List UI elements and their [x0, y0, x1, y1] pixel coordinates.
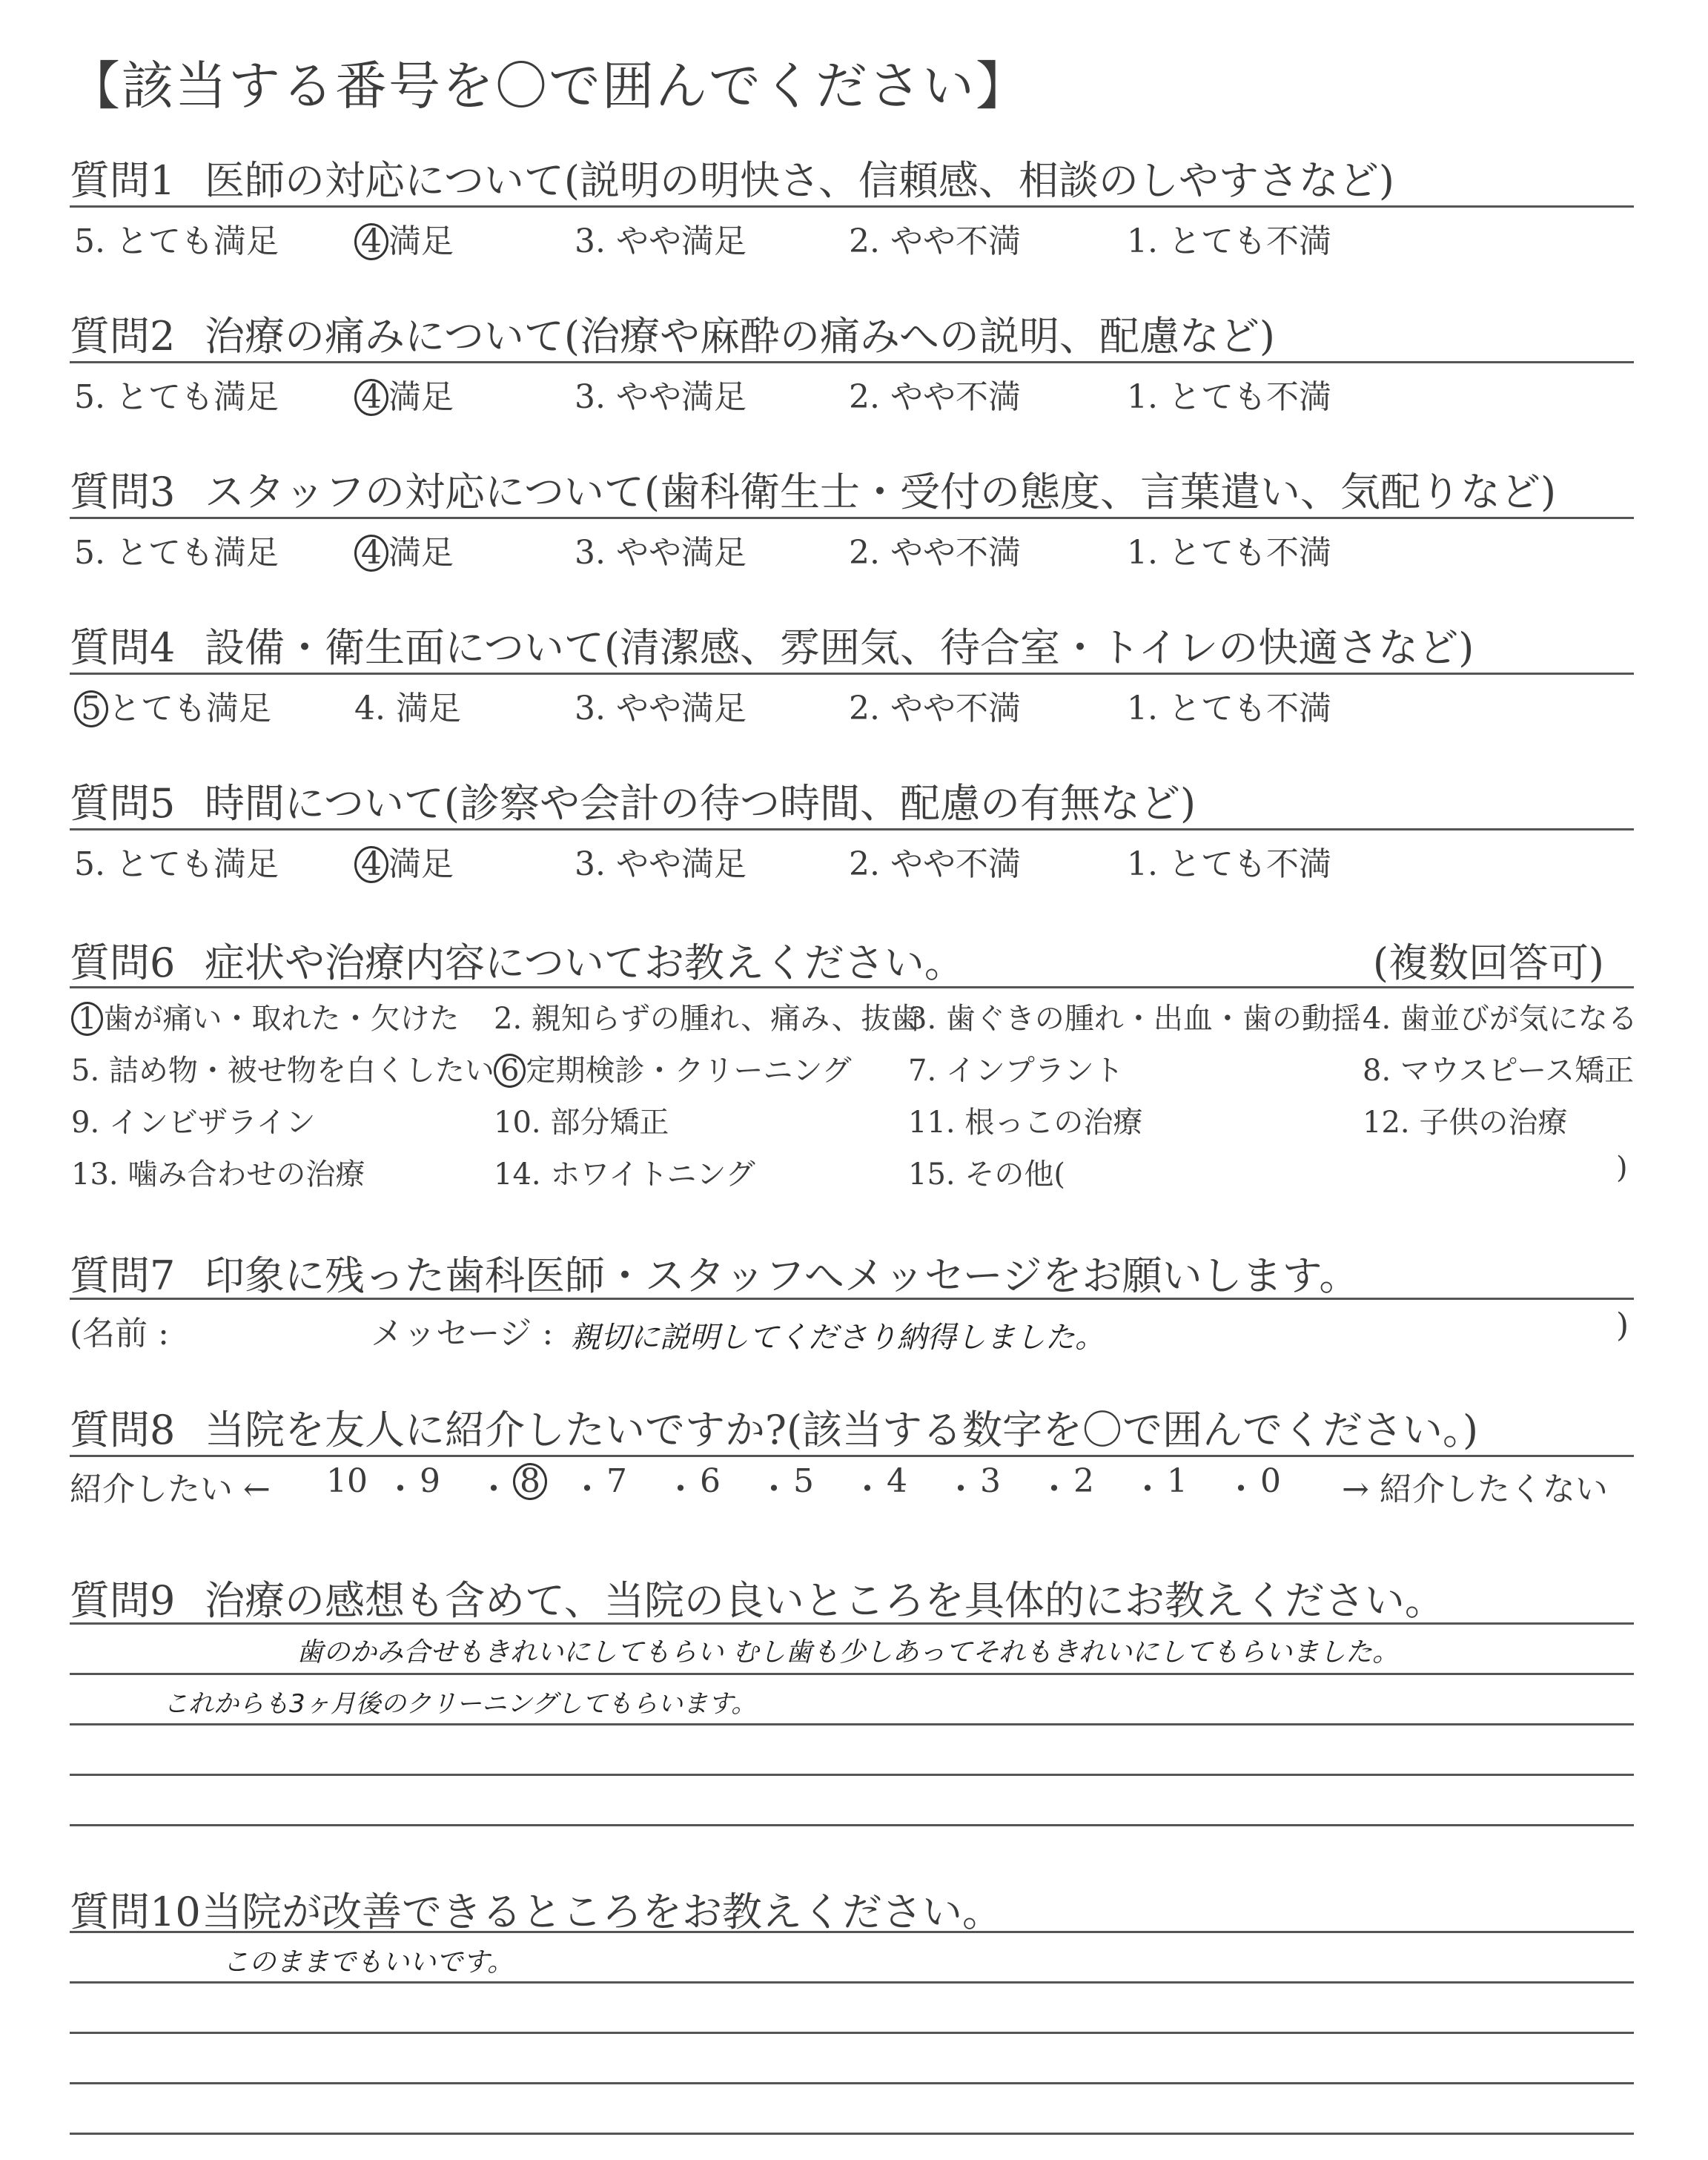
q2-option-4[interactable]: 4 満足	[354, 370, 454, 417]
q6-option-4[interactable]: 4. 歯並びが気になる	[1363, 1002, 1638, 1036]
selection-circle: 4	[354, 379, 388, 416]
q8-scale-separator: ・	[477, 1470, 510, 1508]
q8-scale-6[interactable]: 6	[700, 1462, 721, 1500]
q1-header	[70, 145, 1634, 207]
selection-circle: 6	[494, 1054, 526, 1088]
q10-header	[70, 1876, 1634, 1938]
q3-text: スタッフの対応について(歯科衛生士・受付の態度、言葉遣い、気配りなど)	[205, 469, 1557, 515]
q2-rule	[70, 361, 1634, 363]
q6-option-16[interactable]: )	[1616, 1151, 1628, 1185]
q8-scale-5[interactable]: 5	[793, 1462, 814, 1500]
q8-header	[70, 1394, 1634, 1456]
q6-option-5[interactable]: 5. 詰め物・被せ物を白くしたい	[71, 1054, 494, 1088]
q4-option-5[interactable]: 5 とても満足	[74, 681, 271, 729]
q7-label: 質問7	[70, 1252, 176, 1299]
q8-scale-separator: ・	[758, 1470, 790, 1508]
q8-scale-8[interactable]	[513, 1462, 547, 1500]
q7-message-label: メッセージ :	[371, 1315, 554, 1353]
q7-message: 親切に説明してくださり納得しました。	[571, 1321, 1105, 1355]
q9-header	[70, 1565, 1634, 1627]
q6-text: 症状や治療内容についてお教えください。	[205, 939, 964, 986]
q1-option-3[interactable]: 3. やや満足	[575, 222, 747, 260]
q4-rule	[70, 673, 1634, 675]
q6-option-1[interactable]: 1 歯が痛い・取れた・欠けた	[71, 995, 459, 1037]
q6-option-8[interactable]: 8. マウスピース矯正	[1363, 1054, 1635, 1088]
selection-circle: 4	[354, 846, 388, 883]
q8-scale-separator: ・	[1225, 1470, 1257, 1508]
q1-label: 質問1	[70, 157, 176, 204]
q5-text: 時間について(診察や会計の待つ時間、配慮の有無など)	[205, 780, 1196, 827]
q6-label: 質問6	[70, 939, 176, 986]
q2-option-5[interactable]: 5. とても満足	[74, 378, 279, 416]
q6-option-7[interactable]: 7. インプラント	[908, 1054, 1124, 1088]
q6-option-15[interactable]: 15. その他(	[908, 1157, 1065, 1192]
q8-scale-4[interactable]: 4	[887, 1462, 907, 1500]
q9-rule-2	[70, 1723, 1634, 1725]
q5-option-4[interactable]: 4 満足	[354, 837, 454, 885]
q1-option-1[interactable]: 1. とても不満	[1127, 222, 1331, 260]
selection-circle: 4	[354, 535, 388, 572]
q10-rule-0	[70, 1931, 1634, 1933]
q3-option-2[interactable]: 2. やや不満	[849, 534, 1021, 572]
q10-rule-3	[70, 2082, 1634, 2084]
q8-rule	[70, 1455, 1634, 1457]
q7-name-label: (名前 :	[70, 1315, 169, 1353]
q6-option-11[interactable]: 11. 根っこの治療	[908, 1106, 1143, 1140]
q8-scale-3[interactable]: 3	[980, 1462, 1001, 1500]
q1-option-4[interactable]: 4 満足	[354, 214, 454, 262]
q8-scale-0[interactable]: 0	[1260, 1462, 1281, 1500]
q3-option-4[interactable]: 4 満足	[354, 526, 454, 573]
q10-rule-1	[70, 1981, 1634, 1984]
q7-close-paren: )	[1616, 1307, 1629, 1344]
selection-circle: 1	[71, 1002, 103, 1036]
q2-text: 治療の痛みについて(治療や麻酔の痛みへの説明、配慮など)	[205, 313, 1275, 360]
q4-header	[70, 612, 1634, 674]
q4-text: 設備・衛生面について(清潔感、雰囲気、待合室・トイレの快適さなど)	[205, 624, 1474, 671]
q8-scale-1[interactable]: 1	[1167, 1462, 1188, 1500]
q8-scale-9[interactable]: 9	[420, 1462, 440, 1500]
q7-text: 印象に残った歯科医師・スタッフへメッセージをお願いします。	[205, 1252, 1360, 1299]
q3-option-5[interactable]: 5. とても満足	[74, 534, 279, 572]
q6-rule	[70, 986, 1634, 988]
q2-option-3[interactable]: 3. やや満足	[575, 378, 747, 416]
selection-circle: 5	[74, 690, 108, 727]
q5-rule	[70, 828, 1634, 830]
q8-scale-separator: ・	[944, 1470, 977, 1508]
q9-rule-3	[70, 1774, 1634, 1776]
q9-rule-4	[70, 1824, 1634, 1826]
q2-header	[70, 300, 1634, 363]
q3-option-3[interactable]: 3. やや満足	[575, 534, 747, 572]
q4-option-1[interactable]: 1. とても不満	[1127, 690, 1331, 727]
q7-rule	[70, 1298, 1634, 1300]
q10-answer-line-1: このままでもいいです。	[222, 1947, 514, 1978]
q5-option-1[interactable]: 1. とても不満	[1127, 845, 1331, 883]
q1-option-2[interactable]: 2. やや不満	[849, 222, 1021, 260]
q8-scale-separator: ・	[384, 1470, 417, 1508]
q6-option-12[interactable]: 12. 子供の治療	[1363, 1106, 1568, 1140]
q1-option-5[interactable]: 5. とても満足	[74, 222, 279, 260]
q6-option-6[interactable]: 6 定期検診・クリーニング	[494, 1047, 852, 1089]
q5-label: 質問5	[70, 780, 176, 827]
q8-right-label: → 紹介したくない	[1342, 1470, 1608, 1508]
q4-label: 質問4	[70, 624, 176, 671]
selection-circle: 4	[354, 223, 388, 260]
q9-rule-1	[70, 1673, 1634, 1675]
q6-option-9[interactable]: 9. インビザライン	[71, 1106, 316, 1140]
q3-label: 質問3	[70, 469, 176, 515]
q8-scale-10[interactable]: 10	[326, 1462, 368, 1500]
q6-option-14[interactable]: 14. ホワイトニング	[494, 1157, 755, 1192]
q6-option-13[interactable]: 13. 噛み合わせの治療	[71, 1157, 365, 1192]
q8-scale-separator: ・	[664, 1470, 697, 1508]
q2-label: 質問2	[70, 313, 176, 360]
q1-rule	[70, 205, 1634, 208]
q8-text: 当院を友人に紹介したいですか?(該当する数字を〇で囲んでください。)	[205, 1407, 1479, 1453]
q4-option-4[interactable]: 4. 満足	[354, 690, 461, 727]
q6-option-10[interactable]: 10. 部分矯正	[494, 1106, 669, 1140]
q10-text: 当院が改善できるところをお教えください。	[202, 1889, 1002, 1935]
q4-option-2[interactable]: 2. やや不満	[849, 690, 1021, 727]
q8-scale-separator: ・	[1131, 1470, 1164, 1508]
q9-label: 質問9	[70, 1577, 176, 1624]
q3-rule	[70, 517, 1634, 519]
q8-left-label: 紹介したい ←	[70, 1470, 271, 1508]
q9-text: 治療の感想も含めて、当院の良いところを具体的にお教えください。	[205, 1577, 1445, 1624]
selection-circle: 8	[513, 1463, 547, 1500]
q2-option-1[interactable]: 1. とても不満	[1127, 378, 1331, 416]
q6-header	[70, 927, 1634, 989]
q7-header	[70, 1240, 1634, 1302]
q8-scale-separator: ・	[851, 1470, 884, 1508]
q9-rule-0	[70, 1622, 1634, 1625]
q10-label: 質問10	[70, 1889, 201, 1935]
q3-header	[70, 456, 1634, 518]
q1-text: 医師の対応について(説明の明快さ、信頼感、相談のしやすさなど)	[205, 157, 1394, 204]
q9-answer-line-1: 歯のかみ合せもきれいにしてもらい むし歯も少しあってそれもきれいにしてもらいました。	[297, 1637, 1400, 1668]
q3-option-1[interactable]: 1. とても不満	[1127, 534, 1331, 572]
q4-option-3[interactable]: 3. やや満足	[575, 690, 747, 727]
q8-scale-separator: ・	[1038, 1470, 1070, 1508]
q6-note: (複数回答可)	[1372, 939, 1604, 986]
q6-option-2[interactable]: 2. 親知らずの腫れ、痛み、抜歯	[494, 1002, 921, 1036]
q9-answer-line-2: これからも3ヶ月後のクリーニングしてもらいます。	[163, 1689, 757, 1719]
q10-rule-4	[70, 2133, 1634, 2135]
q8-label: 質問8	[70, 1407, 176, 1453]
q8-scale-7[interactable]: 7	[606, 1462, 627, 1500]
q5-option-2[interactable]: 2. やや不満	[849, 845, 1021, 883]
q8-scale-separator: ・	[571, 1470, 603, 1508]
q2-option-2[interactable]: 2. やや不満	[849, 378, 1021, 416]
q8-scale-2[interactable]: 2	[1073, 1462, 1094, 1500]
q5-option-3[interactable]: 3. やや満足	[575, 845, 747, 883]
page-title: 【該当する番号を〇で囲んでください】	[68, 56, 1029, 116]
q6-option-3[interactable]: 3. 歯ぐきの腫れ・出血・歯の動揺	[908, 1002, 1361, 1036]
q5-header	[70, 767, 1634, 830]
q5-option-5[interactable]: 5. とても満足	[74, 845, 279, 883]
q10-rule-2	[70, 2032, 1634, 2034]
